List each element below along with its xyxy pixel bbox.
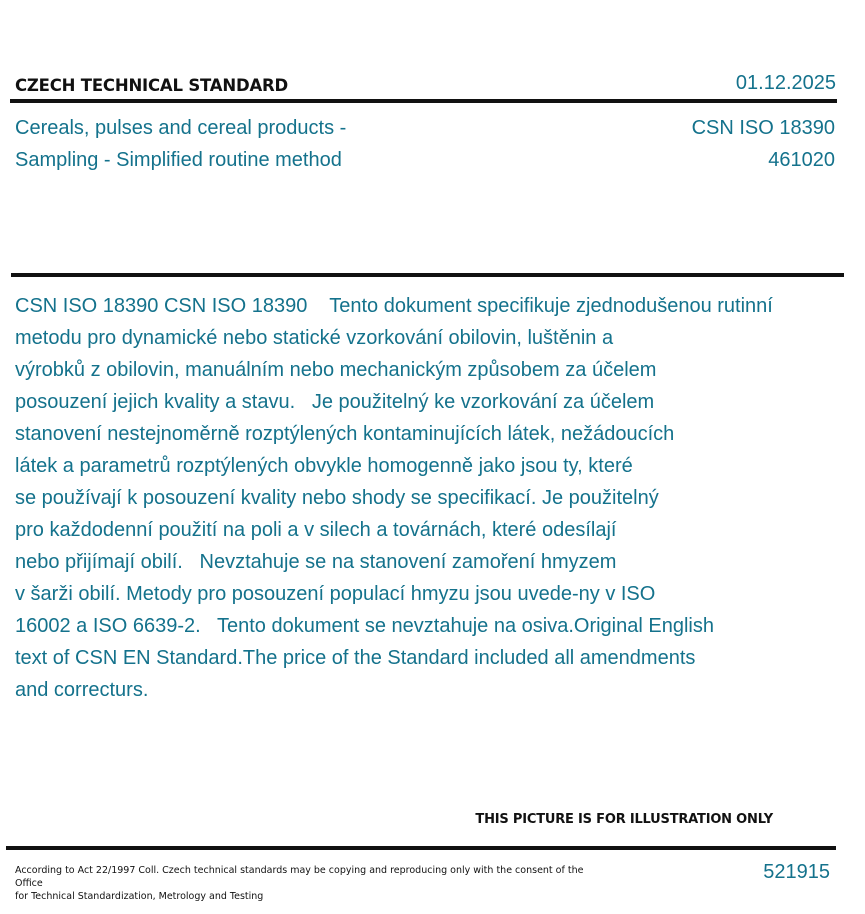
title-divider (11, 273, 844, 277)
abstract-line: and correcturs. (15, 679, 149, 701)
abstract-line: nebo přijímají obilí. Nevztahuje se na stanovení zamoření hmyzem (15, 551, 617, 573)
legal-notice-line-1: According to Act 22/1997 Coll. Czech technical standards may be copying and reproducing only with the consent of the Office (15, 865, 584, 889)
header-divider (10, 99, 837, 103)
abstract-line: se používají k posouzení kvality nebo shody se specifikací. Je použitelný (15, 487, 659, 509)
footer-divider (6, 846, 836, 850)
document-title-line-1: Cereals, pulses and cereal products - (15, 117, 347, 139)
abstract-line: látek a parametrů rozptýlených obvykle homogenně jako jsou ty, které (15, 455, 633, 477)
standard-number: CSN ISO 18390 (691, 117, 835, 139)
legal-notice (15, 864, 595, 903)
abstract-line: výrobků z obilovin, manuálním nebo mechanickým způsobem za účelem (15, 359, 657, 381)
abstract-line: pro každodenní použití na poli a v silech a továrnách, které odesílají (15, 519, 617, 541)
class-code: 461020 (768, 149, 835, 171)
abstract-text (15, 290, 845, 706)
abstract-line: text of CSN EN Standard.The price of the Standard included all amendments (15, 647, 696, 669)
abstract-line: stanovení nestejnoměrně rozptýlených kontaminujících látek, nežádoucích (15, 423, 675, 445)
header-label: CZECH TECHNICAL STANDARD (15, 76, 289, 95)
legal-notice-line-2: for Technical Standardization, Metrology and Testing (15, 891, 264, 902)
illustration-note: THIS PICTURE IS FOR ILLUSTRATION ONLY (475, 812, 773, 827)
abstract-line: posouzení jejich kvality a stavu. Je použitelný ke vzorkování za účelem (15, 391, 655, 413)
abstract-line: v šarži obilí. Metody pro posouzení populací hmyzu jsou uvede-ny v ISO (15, 583, 656, 605)
document-title-line-2: Sampling - Simplified routine method (15, 149, 342, 171)
abstract-line: metodu pro dynamické nebo statické vzorkování obilovin, luštěnin a (15, 327, 614, 349)
abstract-line: 16002 a ISO 6639-2. Tento dokument se nevztahuje na osiva.Original English (15, 615, 714, 637)
abstract-line: CSN ISO 18390 CSN ISO 18390 Tento dokument specifikuje zjednodušenou rutinní (15, 295, 773, 317)
footer-code: 521915 (763, 861, 830, 883)
issue-date: 01.12.2025 (735, 72, 836, 94)
